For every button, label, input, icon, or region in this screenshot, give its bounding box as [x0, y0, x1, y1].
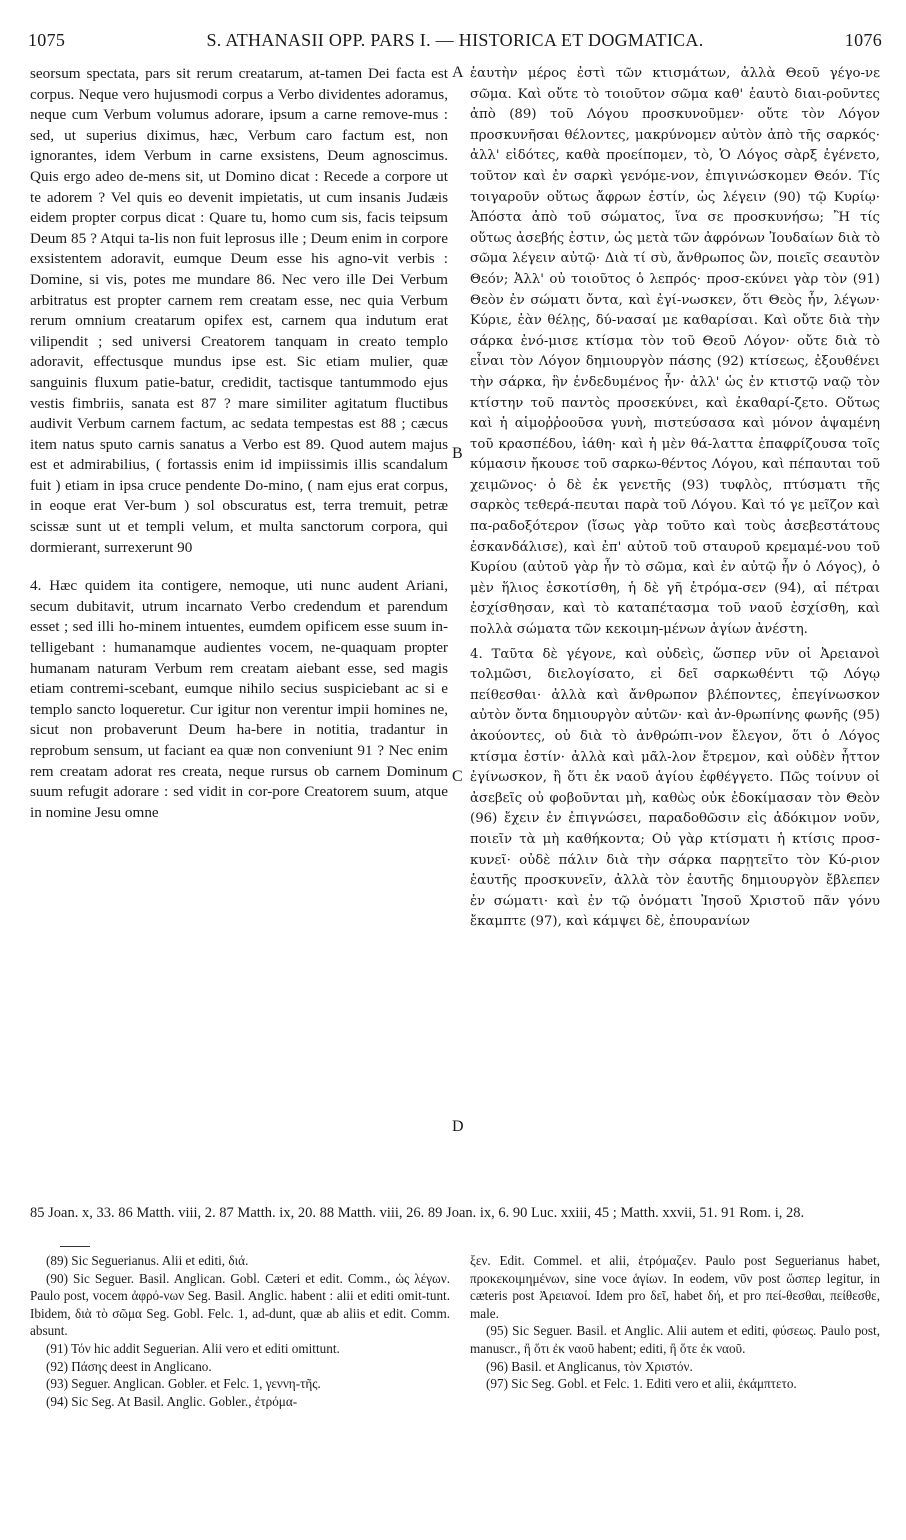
footnote-divider [60, 1246, 90, 1247]
note: (92) Πάσης deest in Anglicano. [46, 1358, 212, 1374]
greek-column [470, 64, 880, 933]
notes-right [470, 1252, 880, 1393]
page-number-right: 1076 [844, 30, 882, 50]
note: (97) Sic Seg. Gobl. et Felc. 1. Editi vero et alii, ἐκάμπτετο. [486, 1376, 797, 1392]
page-number-left: 1075 [28, 30, 66, 50]
latin-column [30, 64, 448, 823]
section-marker-d: D [452, 1118, 464, 1135]
note: (89) Sic Seguerianus. Alii et editi, διά. [46, 1253, 249, 1268]
note: (93) Seguer. Anglican. Gobler. et Felc. 1, γεννη-τῆς. [46, 1376, 321, 1392]
note: ξεν. Edit. Commel. et alii, ἐτρόμαζεν. Paulo post Seguerianus habet, προκεκοιμημένων, sine voce ἁγίων. In eodem, νῦν post ὥσπερ legitur, in cæteris post Ἀρειανοί. Idem pro δεῖ, habet δή, et pro πεί-θεσθαι, πείθεσθε, male. [470, 1253, 880, 1321]
greek-paragraph-2: 4. Ταῦτα δὲ γέγονε, καὶ οὐδεὶς, ὥσπερ νῦν οἱ Ἀρειανοὶ τολμῶσι, διελογίσατο, εἰ δεῖ σαρκωθέντι τῷ Λόγῳ πείθεσθαι· ἀλλὰ καὶ ἄνθρωπον βλέποντες, ἐπεγίνωσκον αὐτὸν ὄντα δημιουργὸν αὐτῶν· καὶ ἀν-θρωπίνης φωνῆς (95) ἀκούοντες, οὐ διὰ τὸ ἀνθρώπι-νον ἔλεγον, ὅτι ὁ Λόγος κτίσμα ἐστίν· ἀλλὰ καὶ μᾶλ-λον ἔτρεμον, καὶ οὐδὲν ἧττον ἐγίνωσκον, ἢ ὅτι ἐκ ναοῦ ἁγίου ἐφθέγγετο. Πῶς τοίνυν οἱ ἀσεβεῖς οὐ φοβοῦνται μὴ, καθὼς οὐκ ἐδοκίμασαν τὸν Θεὸν (96) ἔχειν ἐν ἐπιγνώσει, παραδοθῶσιν εἰς ἀδόκιμον νοῦν, ποιεῖν τὰ μὴ καθήκοντα; Οὐ γὰρ κτίσματι ἡ κτίσις προσ-κυνεῖ· οὐδὲ πάλιν διὰ τὴν σάρκα παρῃτεῖτο τὸν Κύ-ριον ἑαυτῆς προσκυνεῖν, ἀλλὰ τὸν ἑαυτῆς δημιουργὸν ἔβλεπεν ἐν σώματι· καὶ ἐν τῷ ὀνόματι Ἰησοῦ Χριστοῦ πᾶν γόνυ ἔκαμπτε (97), καὶ κάμψει δὲ, ἐπουρανίων [470, 646, 880, 930]
page-header [28, 30, 882, 56]
notes-left [30, 1252, 450, 1410]
latin-paragraph-2: 4. Hæc quidem ita contigere, nemoque, uti nunc audent Ariani, secum dubitavit, utrum incarnato Verbo credendum et parendum esset ; sed illi ho-minem intuentes, eumdem opificem esse suum in-telligebant : humanamque audientes vocem, ne-quaquam propter humanam naturam Verbum rem creatam aiebant esse, sed magis etiam contremi-scebant, eumque nihilo secius suspiciebant ac si e templo sancto loqueretur. Cur igitur non verentur impii homines ne, sicut non probaverunt Deum ha-bere in notitia, tradantur in reprobum sensum, ut faciant ea quæ non conveniunt 91 ? Nec enim rem creatam adorat res creata, neque rursus ob carnem Dominum suum refugit adorare : sed vidit in cor-pore Creatorem suum, atque in nomine Jesu omne [30, 577, 448, 821]
section-marker-c: C [452, 768, 463, 785]
note: (91) Τόν hic addit Seguerian. Alii vero et editi omittunt. [46, 1340, 340, 1356]
running-title: S. ATHANASII OPP. PARS I. — HISTORICA ET DOGMATICA. [206, 30, 704, 50]
note: (94) Sic Seg. At Basil. Anglic. Gobler., ἐτρόμα- [46, 1393, 298, 1409]
section-marker-b: B [452, 445, 463, 462]
greek-paragraph-1: ἑαυτὴν μέρος ἐστὶ τῶν κτισμάτων, ἀλλὰ Θεοῦ γέγο-νε σῶμα. Καὶ οὔτε τὸ τοιοῦτον σῶμα καθ' ἑαυτὸ διαι-ροῦντες ἀπὸ (89) τοῦ Λόγου προσκυνοῦμεν· οὔτε τὸν Λόγον προσκυνῆσαι θέλοντες, μακρύνομεν αὐτὸν ἀπὸ τῆς σαρκός· ἀλλ' εἰδότες, καθὰ προείπομεν, τὸ, Ὁ Λόγος σὰρξ ἐγένετο, τοῦτον καὶ ἐν σαρκὶ γενόμε-νον, ἐπιγινώσκομεν Θεόν. Τίς τοιγαροῦν οὕτως ἄφρων ἐστίν, ὡς λέγειν (90) τῷ Κυρίῳ· Ἀπόστα ἀπὸ τοῦ σώματος, ἵνα σε προσκυνήσω; Ἢ τίς οὕτως ἀσεβής ἐστιν, ὡς μετὰ τῶν ἀφρόνων Ἰουδαίων διὰ τὸ σῶμα λέγειν αὐτῷ· Διὰ τί σὺ, ἄνθρωπος ὢν, ποιεῖς σεαυτὸν Θεόν; Ἀλλ' οὐ τοιοῦτος ὁ λεπρός· προσ-εκύνει γὰρ τὸν (91) Θεὸν ἐν σώματι ὄντα, καὶ ἐγί-νωσκεν, ὅτι Θεὸς ἦν, λέγων· Κύριε, ἐὰν θέλῃς, δύ-νασαί με καθαρίσαι. Καὶ οὔτε διὰ τὴν σάρκα ἐνό-μισε κτίσμα τὸν τοῦ Θεοῦ Λόγον· οὔτε διὰ τὸ εἶναι τὸν Λόγον δημιουργὸν πάσης (92) κτίσεως, ἐξουθένει τὴν σάρκα, ἣν ἐνδεδυμένος ἦν· ἀλλ' ὡς ἐν κτιστῷ ναῷ τὸν κτίστην τοῦ παντὸς προσεκύνει, καὶ ἐκαθαρί-ζετο. Οὕτως καὶ ἡ αἱμοῤῥοοῦσα γυνὴ, πιστεύσασα καὶ μόνον ἁψαμένη τοῦ κρασπέδου, ἰάθη· καὶ ἡ μὲν θά-λαττα ἐπαφρίζουσα τοῖς κύμασιν ἤκουσε τοῦ σαρκω-θέντος Λόγου, καὶ πέπαυται τοῦ χειμῶνος· ὁ δὲ ἐκ γενετῆς (93) τυφλὸς, πτύσματι τῆς σαρκὸς τεθερά-πευται παρὰ τοῦ Λόγου. Καὶ τό γε μεῖζον καὶ πα-ραδοξότερον (ἴσως γὰρ τοῦτο καὶ τοὺς ἀσεβεστάτους ἐσκανδάλισε), καὶ ἐπ' αὐτοῦ τοῦ σταυροῦ κρεμαμέ-νου τοῦ Κυρίου (αὐτοῦ γὰρ ἦν τὸ σῶμα, καὶ ἐν αὐτῷ ἦν ὁ Λόγος), ὁ μὲν ἥλιος ἐσκοτίσθη, ἡ δὲ γῆ ἐτρόμα-σεν (94), αἱ πέτραι ἐσχίσθησαν, καὶ τὸ καταπέτασμα τοῦ ναοῦ ἐσχίσθη, καὶ πολλὰ σώματα τῶν κεκοιμη-μένων ἁγίων ἀνέστη. [470, 66, 880, 638]
note: (90) Sic Seguer. Basil. Anglican. Gobl. Cæteri et edit. Comm., ὡς λέγων. Paulo post, vocem ἀφρό-νων Seg. Basil. Anglic. habent : alii et editi omit-tunt. Ibidem, διὰ τὸ σῶμα Seg. Gobl. Felc. 1, ad-dunt, quæ ab aliis et edit. Comm. absunt. [30, 1270, 450, 1339]
scripture-references: 85 Joan. x, 33. 86 Matth. viii, 2. 87 Matth. ix, 20. 88 Matth. viii, 26. 89 Joan. ix, 6. 90 Luc. xxiii, 45 ; Matth. xxvii, 51. 91 Rom. i, 28. [30, 1205, 805, 1221]
note: (96) Basil. et Anglicanus, τὸν Χριστόν. [486, 1358, 693, 1374]
latin-paragraph-1: seorsum spectata, pars sit rerum creatarum, at-tamen Dei facta est corpus. Neque vero hujusmodi corpus a Verbo dividentes adoramus, neque cum Verbum volumus adorare, ipsum a carne remove-mus : sed, ut superius diximus, hæc, Verbum caro factum est, non ignorantes, idem Verbum in carne exsistens, Deum agnoscimus. Quis ergo adeo de-mens sit, ut Domino dicat : Recede a corpore ut te adorem ? Vel quis eo devenit impietatis, ut cum insanis Judæis eidem propter corpus dicat : Quare tu, homo cum sis, facis teipsum Deum 85 ? Atqui ta-lis non fuit leprosus ille ; Deum enim in corpore exsistentem adoravit, eumque Deum esse his agno-vit verbis : Domine, si vis, potes me mundare 86. Nec vero ille Dei Verbum arbitratus est propter carnem rem creatam esse, nec quia Verbum rerum omnium creatarum opifex est, carnem qua indutum erat vilipendit ; sed universi Creatorem tanquam in creato templo adoravit, effectusque mundus ipse est. Sic etiam mulier, quæ sanguinis fluxum patie-batur, credidit, tactisque tantummodo ejus vestis fimbriis, sanata est 87 ? mare similiter agitatum fluctibus audivit Verbum carnem factum, ac sedata tempestas est 88 ; cæcus item natus sputo carnis sanatus a Verbo est 89. Quod autem majus est et admirabilius, ( fortassis enim id impiissimis illis scandalum fuit ) etiam in ipsa cruce pendente Do-mino, ( nam ejus erat corpus, in eoque erat Ver-bum ) sol obscuratus est, terra tremuit, petræ scissæ sunt ut et templi velum, et multa sanctorum corpora, qui dormierant, surrexerunt 90 [30, 65, 448, 556]
section-marker-a: A [452, 64, 464, 81]
note: (95) Sic Seguer. Basil. et Anglic. Alii autem et editi, φύσεως. Paulo post, manuscr., ἢ ὅτι ἐκ ναοῦ habent; editi, ἢ ὅτε ἐκ ναοῦ. [470, 1323, 880, 1356]
